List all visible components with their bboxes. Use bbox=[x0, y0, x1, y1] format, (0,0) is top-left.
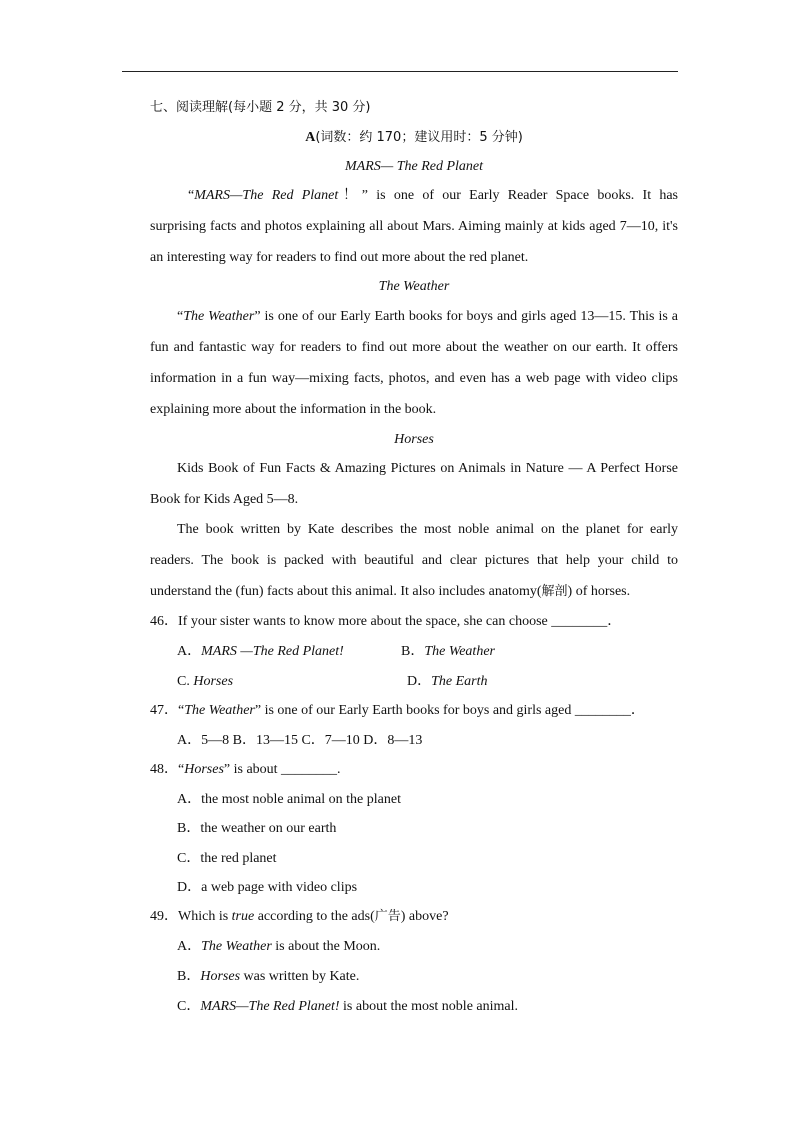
section-heading: 七、阅读理解(每小题 2 分，共 30 分) bbox=[150, 100, 371, 115]
book3-subtitle-line1: Kids Book of Fun Facts & Amazing Pictures on Animals in Nature — A Perfect Horse bbox=[177, 461, 678, 476]
option-46-b[interactable]: B．The Weather bbox=[401, 644, 495, 659]
option-49-b[interactable]: B．Horses was written by Kate. bbox=[177, 969, 360, 984]
option-48-d[interactable]: D．a web page with video clips bbox=[177, 880, 358, 895]
question-47-options[interactable]: A．5—8 B．13—15 C．7—10 D．8—13 bbox=[177, 733, 423, 748]
question-47-stem: 47．“The Weather” is one of our Early Earth books for boys and girls aged ________． bbox=[150, 703, 645, 718]
book3-title: Horses bbox=[394, 432, 434, 447]
book1-para-line3: an interesting way for readers to find out more about the red planet. bbox=[150, 250, 529, 265]
option-46-a[interactable]: A．MARS —The Red Planet! bbox=[177, 644, 344, 659]
header-rule bbox=[122, 71, 678, 72]
option-49-a[interactable]: A．The Weather is about the Moon. bbox=[177, 939, 381, 954]
option-49-c[interactable]: C．MARS—The Red Planet! is about the most noble animal. bbox=[177, 999, 519, 1014]
book3-subtitle-line2: Book for Kids Aged 5—8. bbox=[150, 492, 299, 507]
option-46-c[interactable]: C. Horses bbox=[177, 674, 234, 689]
option-48-b[interactable]: B．the weather on our earth bbox=[177, 821, 337, 836]
book2-title: The Weather bbox=[378, 279, 450, 294]
option-48-a[interactable]: A．the most noble animal on the planet bbox=[177, 792, 401, 807]
question-48-stem: 48．“Horses” is about ________. bbox=[150, 762, 341, 777]
book2-para-line1: “The Weather” is one of our Early Earth books for boys and girls aged 13—15. This is a bbox=[177, 309, 678, 324]
book3-para-line1: The book written by Kate describes the most noble animal on the planet for early bbox=[177, 522, 678, 537]
book1-para-line1: “MARS—The Red Planet！” is one of our Early Reader Space books. It has bbox=[188, 188, 679, 203]
book2-para-line2: fun and fantastic way for readers to find out more about the weather on our earth. It offers bbox=[150, 340, 678, 355]
question-46-stem: 46．If your sister wants to know more about the space, she can choose ________． bbox=[150, 614, 622, 629]
book1-title: MARS— The Red Planet bbox=[344, 159, 484, 174]
passage-label: A(词数：约 170；建议用时：5 分钟) bbox=[305, 130, 523, 145]
option-48-c[interactable]: C．the red planet bbox=[177, 851, 277, 866]
book2-para-line4: explaining more about the information in the book. bbox=[150, 402, 437, 417]
book3-para-line3: understand the (fun) facts about this animal. It also includes anatomy(解剖) of horses. bbox=[150, 584, 631, 599]
book1-para-line2: surprising facts and photos explaining all about Mars. Aiming mainly at kids aged 7—10, it's bbox=[150, 219, 678, 234]
option-46-d[interactable]: D．The Earth bbox=[407, 674, 488, 689]
book2-para-line3: information in a fun way—mixing facts, photos, and even has a web page with video clips bbox=[150, 371, 678, 386]
book3-para-line2: readers. The book is packed with beautiful and clear pictures that help your child to bbox=[150, 553, 678, 568]
question-49-stem: 49．Which is true according to the ads(广告) above? bbox=[150, 909, 449, 924]
